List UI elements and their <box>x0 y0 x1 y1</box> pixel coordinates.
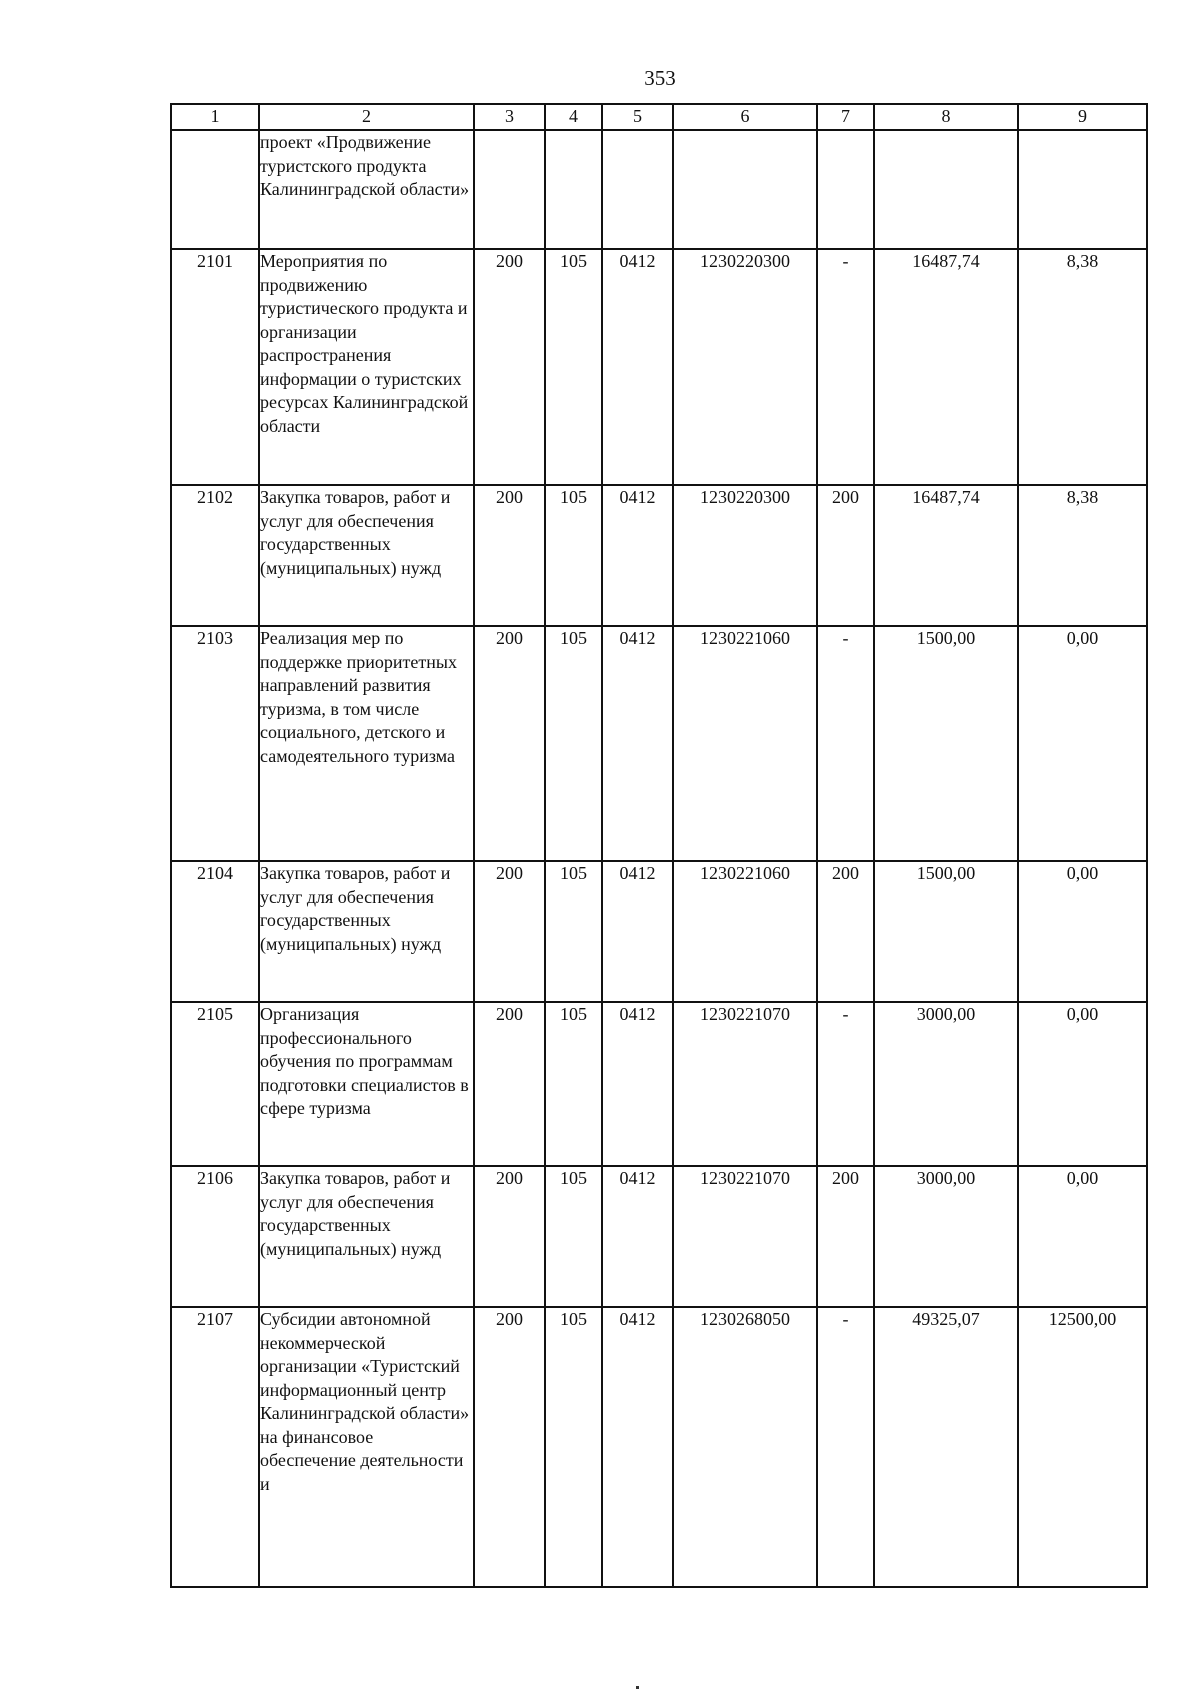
code-cell: 0412 <box>602 1307 673 1587</box>
amount-cell: 3000,00 <box>874 1002 1018 1166</box>
expense-type-cell: 200 <box>817 1166 874 1307</box>
code-cell: 105 <box>545 1002 602 1166</box>
target-article-cell: 1230221070 <box>673 1166 817 1307</box>
code-cell: 200 <box>474 861 545 1002</box>
target-article-cell: 1230220300 <box>673 249 817 485</box>
amount-cell <box>1018 130 1147 249</box>
amount-cell: 1500,00 <box>874 626 1018 861</box>
item-name-cell: Закупка товаров, работ и услуг для обеспечения государственных (муниципальных) нужд <box>259 485 474 626</box>
table-row <box>171 485 1147 626</box>
column-header: 7 <box>817 104 874 130</box>
code-cell: 200 <box>474 485 545 626</box>
column-header: 1 <box>171 104 259 130</box>
item-name-cell: Мероприятия по продвижению туристического продукта и организации распространения информации о туристских ресурсах Калининградской области <box>259 249 474 485</box>
amount-cell: 8,38 <box>1018 249 1147 485</box>
code-cell: 0412 <box>602 1166 673 1307</box>
code-cell: 200 <box>474 1307 545 1587</box>
expense-type-cell: - <box>817 1307 874 1587</box>
code-cell: 105 <box>545 626 602 861</box>
scan-dot-mark <box>636 1686 639 1689</box>
amount-cell <box>874 130 1018 249</box>
code-cell: 200 <box>474 249 545 485</box>
amount-cell: 0,00 <box>1018 1166 1147 1307</box>
item-name-cell: проект «Продвижение туристского продукта Калининградской области» <box>259 130 474 249</box>
column-header: 6 <box>673 104 817 130</box>
row-number-cell <box>171 130 259 249</box>
row-number-cell: 2104 <box>171 861 259 1002</box>
target-article-cell: 1230221060 <box>673 626 817 861</box>
expense-type-cell: - <box>817 249 874 485</box>
table-row <box>171 626 1147 861</box>
amount-cell: 16487,74 <box>874 485 1018 626</box>
code-cell: 105 <box>545 485 602 626</box>
expense-type-cell: - <box>817 1002 874 1166</box>
page-number: 353 <box>644 66 676 90</box>
table-row <box>171 1307 1147 1587</box>
target-article-cell: 1230268050 <box>673 1307 817 1587</box>
code-cell: 105 <box>545 249 602 485</box>
code-cell: 200 <box>474 626 545 861</box>
row-number-cell: 2107 <box>171 1307 259 1587</box>
column-number-header-row <box>171 104 1147 130</box>
code-cell: 200 <box>474 1002 545 1166</box>
code-cell: 0412 <box>602 626 673 861</box>
expense-type-cell: - <box>817 626 874 861</box>
column-header: 8 <box>874 104 1018 130</box>
row-number-cell: 2103 <box>171 626 259 861</box>
amount-cell: 12500,00 <box>1018 1307 1147 1587</box>
item-name-cell: Закупка товаров, работ и услуг для обеспечения государственных (муниципальных) нужд <box>259 1166 474 1307</box>
table-row <box>171 249 1147 485</box>
code-cell: 0412 <box>602 1002 673 1166</box>
expense-type-cell: 200 <box>817 485 874 626</box>
column-header: 2 <box>259 104 474 130</box>
row-number-cell: 2105 <box>171 1002 259 1166</box>
amount-cell: 1500,00 <box>874 861 1018 1002</box>
table-row <box>171 130 1147 249</box>
code-cell <box>602 130 673 249</box>
expense-type-cell <box>817 130 874 249</box>
column-header: 4 <box>545 104 602 130</box>
table-row <box>171 1166 1147 1307</box>
column-header: 3 <box>474 104 545 130</box>
code-cell: 105 <box>545 1307 602 1587</box>
row-number-cell: 2101 <box>171 249 259 485</box>
code-cell: 200 <box>474 1166 545 1307</box>
expense-type-cell: 200 <box>817 861 874 1002</box>
amount-cell: 16487,74 <box>874 249 1018 485</box>
code-cell: 105 <box>545 1166 602 1307</box>
code-cell: 105 <box>545 861 602 1002</box>
target-article-cell: 1230220300 <box>673 485 817 626</box>
code-cell: 0412 <box>602 485 673 626</box>
column-header: 5 <box>602 104 673 130</box>
code-cell <box>545 130 602 249</box>
code-cell: 0412 <box>602 249 673 485</box>
table-row <box>171 861 1147 1002</box>
amount-cell: 0,00 <box>1018 1002 1147 1166</box>
target-article-cell <box>673 130 817 249</box>
amount-cell: 0,00 <box>1018 861 1147 1002</box>
code-cell: 0412 <box>602 861 673 1002</box>
budget-table <box>170 103 1148 1588</box>
row-number-cell: 2102 <box>171 485 259 626</box>
item-name-cell: Организация профессионального обучения по программам подготовки специалистов в сфере туризма <box>259 1002 474 1166</box>
table-row <box>171 1002 1147 1166</box>
amount-cell: 8,38 <box>1018 485 1147 626</box>
amount-cell: 3000,00 <box>874 1166 1018 1307</box>
item-name-cell: Закупка товаров, работ и услуг для обеспечения государственных (муниципальных) нужд <box>259 861 474 1002</box>
code-cell <box>474 130 545 249</box>
column-header: 9 <box>1018 104 1147 130</box>
amount-cell: 49325,07 <box>874 1307 1018 1587</box>
item-name-cell: Субсидии автономной некоммерческой организации «Туристский информационный центр Калининградской области» на финансовое обеспечение деятельности и <box>259 1307 474 1587</box>
amount-cell: 0,00 <box>1018 626 1147 861</box>
item-name-cell: Реализация мер по поддержке приоритетных направлений развития туризма, в том числе социального, детского и самодеятельного туризма <box>259 626 474 861</box>
target-article-cell: 1230221060 <box>673 861 817 1002</box>
row-number-cell: 2106 <box>171 1166 259 1307</box>
target-article-cell: 1230221070 <box>673 1002 817 1166</box>
